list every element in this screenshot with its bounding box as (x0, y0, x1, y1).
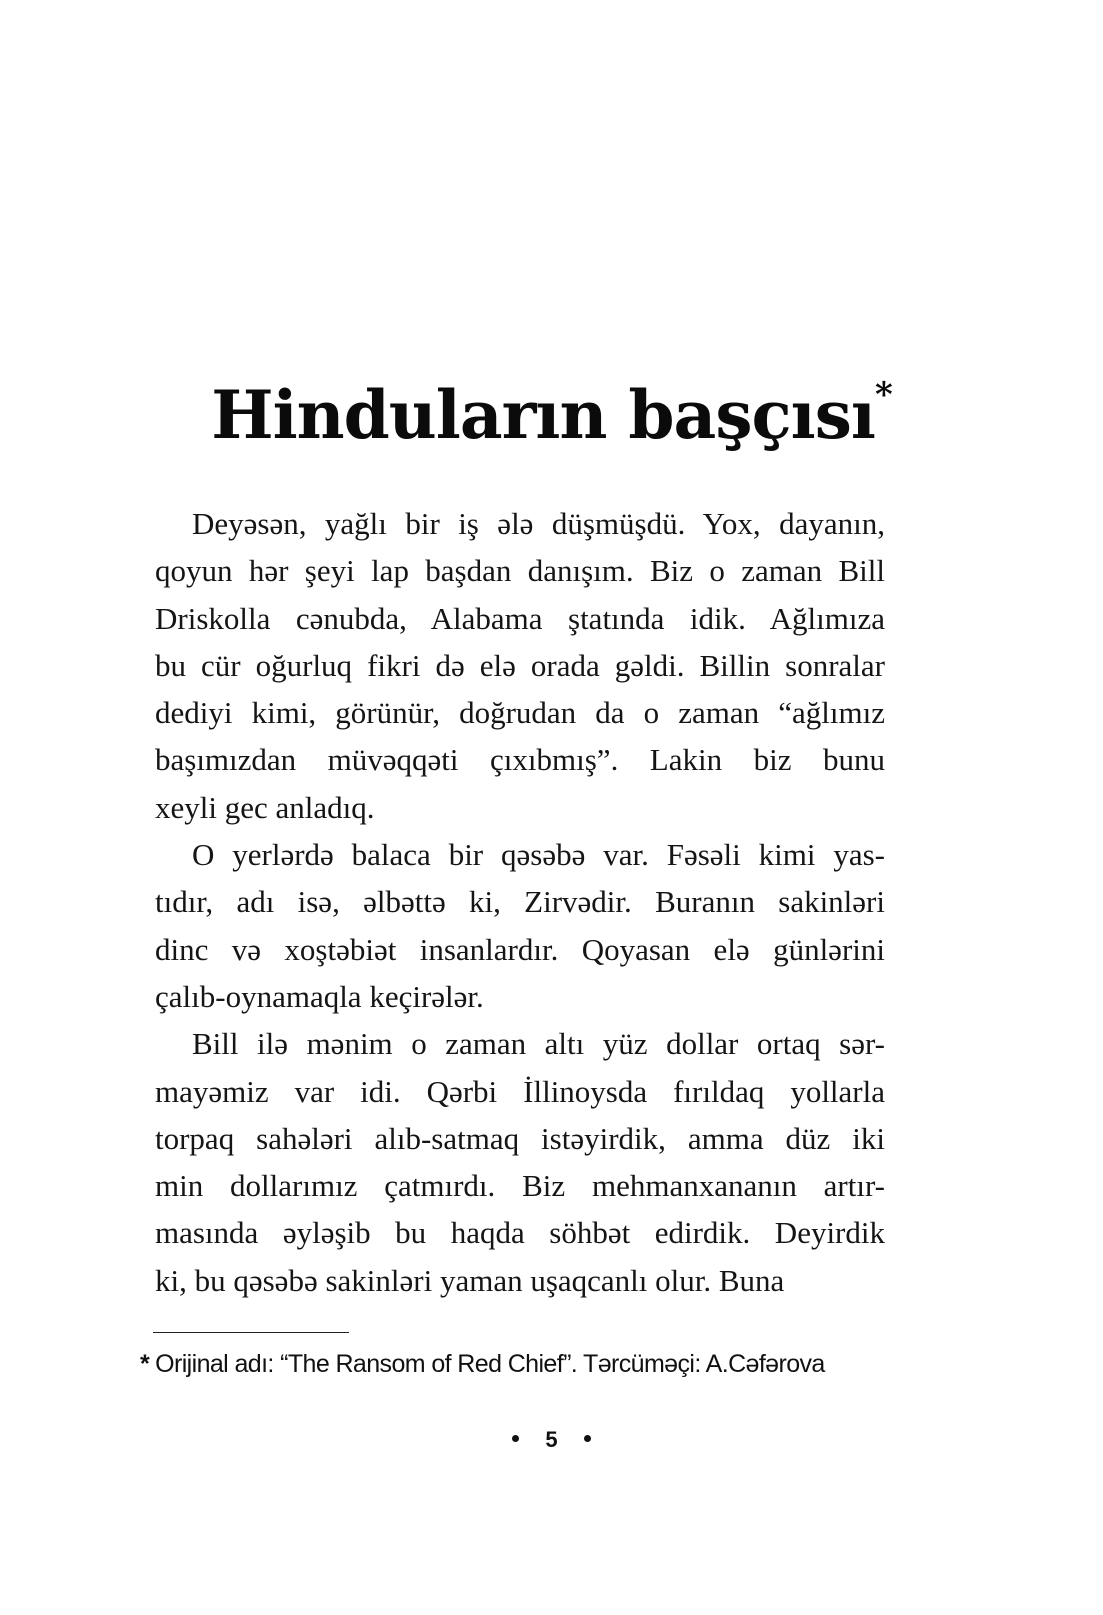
text-line: çalıb-oynamaqla keçirələr. (155, 978, 484, 1014)
chapter-title-text: Hinduların başçısı (211, 376, 875, 454)
footnote-mark: * (140, 1350, 150, 1378)
text-line: O yerlərdə balaca bir qəsəbə var. Fəsəli kimi yas- (192, 837, 885, 873)
paragraph (155, 500, 885, 831)
paragraph (155, 1020, 885, 1304)
text-line: xeyli gec anladıq. (155, 789, 375, 825)
text-line: dinc və xoştəbiət insanlardır. Qoyasan elə günlərini (155, 931, 885, 967)
text-line: masında əyləşib bu haqda söhbət edirdik. Deyirdik (155, 1215, 885, 1251)
title-footnote-mark: * (874, 375, 892, 415)
text-line: Deyəsən, yağlı bir iş ələ düşmüşdü. Yox, dayanın, (192, 506, 885, 541)
body-text (155, 500, 885, 1304)
text-line: ki, bu qəsəbə sakinləri yaman uşaqcanlı olur. Buna (155, 1262, 785, 1298)
text-line: torpaq sahələri alıb-satmaq istəyirdik, amma düz iki (155, 1120, 885, 1156)
paragraph (155, 831, 885, 1020)
text-line: qoyun hər şeyi lap başdan danışım. Biz o zaman Bill (155, 553, 885, 589)
page-number: 5 (545, 1427, 558, 1452)
text-line: min dollarımız çatmırdı. Biz mehmanxananın artır- (155, 1168, 885, 1204)
text-line: Driskolla cənubda, Alabama ştatında idik. Ağlımıza (155, 600, 885, 636)
bullet-icon (512, 1435, 519, 1442)
footnote-divider (153, 1332, 349, 1333)
page-number-footer (0, 1427, 1103, 1453)
footnote (140, 1350, 900, 1379)
chapter-title (0, 375, 1103, 454)
text-line: başımızdan müvəqqəti çıxıbmış”. Lakin biz bunu (155, 742, 885, 778)
bullet-icon (584, 1435, 591, 1442)
text-line: dediyi kimi, görünür, doğrudan da o zaman “ağlımız (155, 695, 885, 731)
text-line: Bill ilə mənim o zaman altı yüz dollar ortaq sər- (192, 1026, 885, 1062)
text-line: bu cür oğurluq fikri də elə orada gəldi. Billin sonralar (155, 647, 885, 683)
text-line: tıdır, adı isə, əlbəttə ki, Zirvədir. Buranın sakinləri (155, 884, 885, 920)
text-line: mayəmiz var idi. Qərbi İllinoysda fırıldaq yollarla (155, 1073, 885, 1109)
footnote-text: Orijinal adı: “The Ransom of Red Chief”. Tərcüməçi: A.Cəfərova (155, 1350, 825, 1378)
